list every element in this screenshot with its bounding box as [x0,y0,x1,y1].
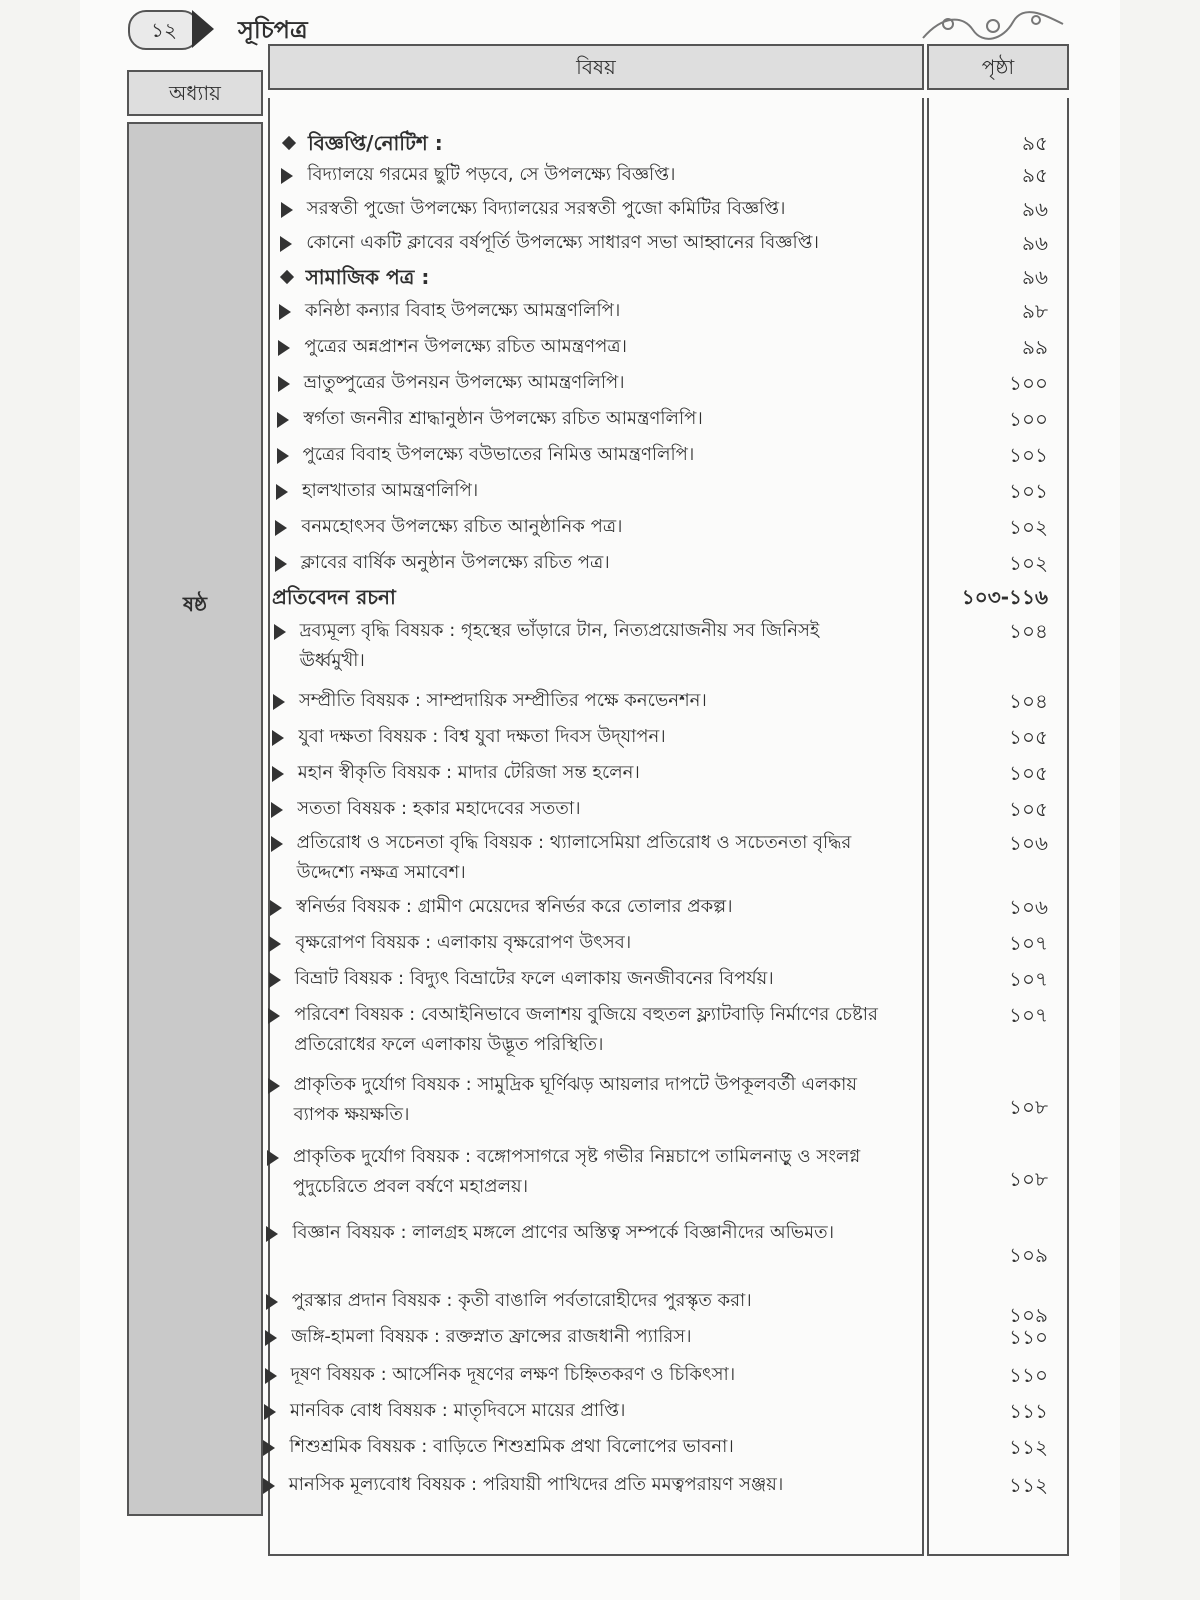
bullet-arrow-icon [275,520,287,536]
toc-page-number: ৯৮ [1022,299,1048,323]
toc-page-number: ১১২ [1009,1435,1048,1459]
toc-page-number: ১০১ [1009,443,1048,467]
bullet-arrow-icon [273,694,285,710]
bullet-arrow-icon [274,624,286,640]
bullet-arrow-icon [263,1440,275,1456]
toc-entry-text: বিভ্রাট বিষয়ক : বিদ্যুৎ বিভ্রাটের ফলে এলাকায় জনজীবনের বিপর্যয়। [294,968,774,989]
bullet-arrow-icon [264,1404,276,1420]
toc-heading-text: বিজ্ঞপ্তি/নোটিশ : [308,131,443,155]
toc-entry-text: মানসিক মূল্যবোধ বিষয়ক : পরিযায়ী পাখিদের প্রতি মমত্বপরায়ণ সঞ্জয়। [288,1474,784,1495]
bullet-arrow-icon [263,1478,275,1494]
toc-entry-text: পুত্রের অন্নপ্রাশন উপলক্ষ্যে রচিত আমন্ত্রণপত্র। [304,336,627,357]
toc-heading-text: প্রতিবেদন রচনা [272,585,396,609]
bullet-arrow-icon [278,340,290,356]
toc-page-number: ১১০ [1009,1363,1048,1387]
toc-entry-text: বিদ্যালয়ে গরমের ছুটি পড়বে, সে উপলক্ষ্যে বিজ্ঞপ্তি। [307,164,676,185]
toc-entry-text: পুরস্কার প্রদান বিষয়ক : কৃতী বাঙালি পর্বতারোহীদের পুরস্কৃত করা। [291,1290,752,1311]
bullet-arrow-icon [266,1294,278,1310]
toc-page-number: ১০২ [1009,551,1048,575]
bullet-arrow-icon [268,1008,280,1024]
toc-entry-text: জঙ্গি-হামলা বিষয়ক : রক্তস্নাত ফ্রান্সের রাজধানী প্যারিস। [291,1326,692,1347]
toc-entry-text: বৃক্ষরোপণ বিষয়ক : এলাকায় বৃক্ষরোপণ উৎসব। [295,932,632,953]
bullet-arrow-icon [272,730,284,746]
bullet-arrow-icon [269,936,281,952]
toc-entry-text: হালখাতার আমন্ত্রণলিপি। [302,480,479,501]
toc-entry-text: যুবা দক্ষতা বিষয়ক : বিশ্ব যুবা দক্ষতা দিবস উদ্‌যাপন। [298,726,666,747]
bullet-arrow-icon [277,448,289,464]
page-number: ১২ [128,10,200,50]
bullet-arrow-icon [267,1150,279,1166]
toc-entry-text: বিজ্ঞান বিষয়ক : লালগ্রহ মঙ্গলে প্রাণের অস্তিত্ব সম্পর্কে বিজ্ঞানীদের অভিমত। [292,1222,835,1243]
bullet-arrow-icon [265,1330,277,1346]
toc-heading-text: সামাজিক পত্র : [305,265,430,289]
toc-entry-text: দূষণ বিষয়ক : আর্সেনিক দূষণের লক্ষণ চিহ্নিতকরণ ও চিকিৎসা। [290,1364,736,1385]
toc-entry-text: পুত্রের বিবাহ উপলক্ষ্যে বউভাতের নিমিত্ত আমন্ত্রণলিপি। [302,444,695,465]
toc-page-number: ১১২ [1009,1473,1048,1497]
header-arrow-icon [192,10,214,48]
bullet-arrow-icon [276,484,288,500]
toc-page-number: ১০২ [1009,515,1048,539]
toc-entry-text: স্বর্গতা জননীর শ্রাদ্ধানুষ্ঠান উপলক্ষ্যে রচিত আমন্ত্রণলিপি। [303,408,703,429]
toc-page-number: ১০৭ [1009,931,1048,955]
page-title: সূচিপত্র [238,16,308,44]
bullet-arrow-icon [270,900,282,916]
bullet-arrow-icon [269,972,281,988]
toc-entry-text: প্রতিরোধ ও সচেনতা বৃদ্ধি বিষয়ক : থ্যালাসেমিয়া প্রতিরোধ ও সচেতনতা বৃদ্ধির উদ্দেশ্যে নক্ষত্র সমাবেশ। [296,832,852,883]
toc-entry-text: কনিষ্ঠা কন্যার বিবাহ উপলক্ষ্যে আমন্ত্রণলিপি। [305,300,621,321]
toc-page-number: ১০৫ [1009,761,1048,785]
toc-page-number: ১১১ [1009,1399,1048,1423]
toc-entry-text: সম্প্রীতি বিষয়ক : সাম্প্রদায়িক সম্প্রীতির পক্ষে কনভেনশন। [299,690,707,711]
bullet-arrow-icon [275,556,287,572]
toc-page-number: ১০০ [1009,371,1048,395]
toc-page-number: ১০৮ [1009,1167,1048,1191]
toc-entry-text: সরস্বতী পুজো উপলক্ষ্যে বিদ্যালয়ের সরস্বতী পুজো কমিটির বিজ্ঞপ্তি। [306,198,786,219]
toc-entry-text: প্রাকৃতিক দুর্যোগ বিষয়ক : সামুদ্রিক ঘূর্ণিঝড় আয়লার দাপটে উপকূলবর্তী এলকায় ব্যাপক ক্ষয়ক্ষতি। [293,1074,857,1125]
toc-page-number: ১১০ [1009,1325,1048,1349]
bullet-arrow-icon [281,168,293,184]
toc-entry-text: মহান স্বীকৃতি বিষয়ক : মাদার টেরিজা সন্ত হলেন। [297,762,640,783]
column-header-page: পৃষ্ঠা [927,44,1069,90]
bullet-arrow-icon [281,202,293,218]
toc-page-number: ৯৬ [1022,231,1048,255]
toc-entry-text: প্রাকৃতিক দুর্যোগ বিষয়ক : বঙ্গোপসাগরে সৃষ্ট গভীর নিম্নচাপে তামিলনাড়ু ও সংলগ্ন পুদুচেরিতে প্রবল বর্ষণে মহাপ্রলয়। [293,1146,861,1197]
bullet-arrow-icon [280,236,292,252]
toc-page-number: ১০৫ [1009,797,1048,821]
bullet-arrow-icon [277,412,289,428]
bullet-arrow-icon [278,376,290,392]
toc-entry-text: বনমহোৎসব উপলক্ষ্যে রচিত আনুষ্ঠানিক পত্র। [301,516,623,537]
bullet-arrow-icon [279,304,291,320]
bullet-arrow-icon [268,1078,280,1094]
bullet-arrow-icon [272,766,284,782]
toc-page-number: ১০১ [1009,479,1048,503]
floral-ornament-icon [918,10,1068,44]
toc-page-number: ১০৭ [1009,967,1048,991]
toc-page-number: ৯৬ [1022,265,1048,289]
toc-page-number: ১০৬ [1009,831,1048,855]
toc-entry-text: স্বনির্ভর বিষয়ক : গ্রামীণ মেয়েদের স্বনির্ভর করে তোলার প্রকল্প। [296,896,733,917]
toc-page-number: ১০৯ [1009,1243,1048,1267]
toc-entry-text: সততা বিষয়ক : হকার মহাদেবের সততা। [297,798,581,819]
chapter-label: ষষ্ঠ [182,592,208,616]
toc-page-number: ১০০ [1009,407,1048,431]
toc-page-number: ১০৫ [1009,725,1048,749]
toc-page-number: ৯৯ [1022,335,1048,359]
toc-entry-text: শিশুশ্রমিক বিষয়ক : বাড়িতে শিশুশ্রমিক প্রথা বিলোপের ভাবনা। [289,1436,734,1457]
toc-page-number: ১০৭ [1009,1003,1048,1027]
toc-page-number: ৯৫ [1022,163,1048,187]
column-header-chapter: অধ্যায় [127,70,263,116]
toc-page-number: ৯৫ [1022,131,1048,155]
bullet-arrow-icon [271,836,283,852]
column-header-subject: বিষয় [268,44,924,90]
toc-page-number: ১০৪ [1009,619,1048,643]
toc-page-number: ১০৯ [1009,1303,1048,1327]
toc-page-number: ১০৬ [1009,895,1048,919]
toc-page-number: ১০৩-১১৬ [961,585,1048,609]
bullet-arrow-icon [271,802,283,818]
toc-entry-text: ভ্রাতুষ্পুত্রের উপনয়ন উপলক্ষ্যে আমন্ত্রণলিপি। [303,372,625,393]
toc-entry-text: দ্রব্যমূল্য বৃদ্ধি বিষয়ক : গৃহস্থের ভাঁড়ারে টান, নিত্যপ্রয়োজনীয় সব জিনিসই ঊর্ধ্বমুখী। [299,620,820,671]
toc-entry-text: পরিবেশ বিষয়ক : বেআইনিভাবে জলাশয় বুজিয়ে বহুতল ফ্ল্যাটবাড়ি নির্মাণের চেষ্টার প্রতিরোধের ফলে এলাকায় উদ্ভূত পরিস্থিতি। [294,1004,878,1055]
toc-entry-text: ক্লাবের বার্ষিক অনুষ্ঠান উপলক্ষ্যে রচিত পত্র। [300,552,610,573]
chapter-column [127,122,263,1516]
bullet-arrow-icon [266,1226,278,1242]
toc-page-number: ৯৬ [1022,197,1048,221]
bullet-arrow-icon [265,1368,277,1384]
toc-entry-text: কোনো একটি ক্লাবের বর্ষপূর্তি উপলক্ষ্যে সাধারণ সভা আহ্বানের বিজ্ঞপ্তি। [306,232,819,253]
toc-page-number: ১০৮ [1009,1095,1048,1119]
toc-page-number: ১০৪ [1009,689,1048,713]
toc-entry-text: মানবিক বোধ বিষয়ক : মাতৃদিবসে মায়ের প্রাপ্তি। [290,1400,626,1421]
